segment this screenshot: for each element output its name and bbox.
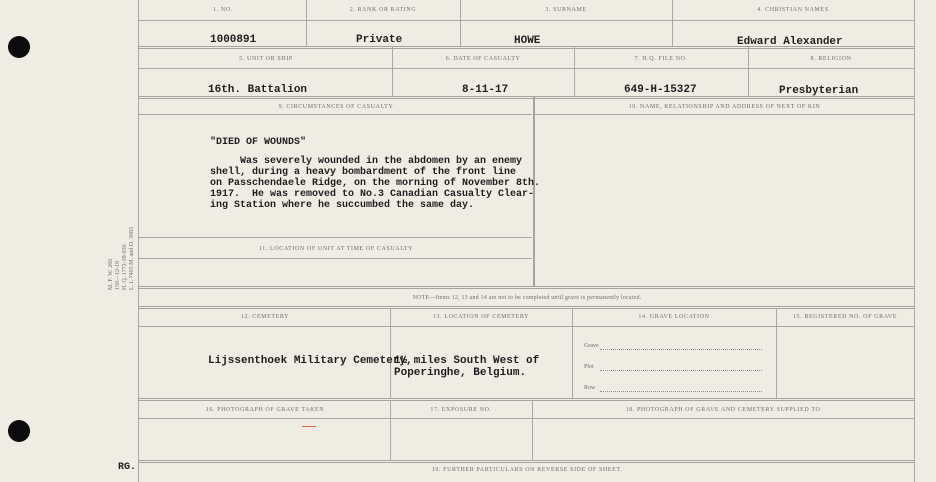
header-circumstances: 9. CIRCUMSTANCES OF CASUALTY [278, 104, 394, 110]
print-code-line-2: 150—12-18 [115, 261, 121, 290]
header-unit: 5. UNIT OR SHIP [239, 56, 293, 62]
location-unit-top-rule [138, 237, 532, 238]
header-further-particulars: 19. FURTHER PARTICULARS ON REVERSE SIDE OF SHEET. [431, 467, 623, 473]
punch-hole-top [8, 36, 30, 58]
header-date: 6. DATE OF CASUALTY [445, 56, 521, 62]
form-print-code [108, 227, 136, 290]
print-code-line-1: M. F. W. 266 [108, 258, 114, 290]
cemetery-div-3 [776, 308, 777, 399]
note-bottom-rule [138, 306, 914, 309]
plot-field-label: Plot [584, 364, 594, 370]
location-cemetery-value: 1½ miles South West of Poperinghe, Belgium. [394, 355, 540, 379]
circumstances-header-rule [138, 114, 532, 115]
header-photo-supplied: 18. PHOTOGRAPH OF GRAVE AND CEMETERY SUPPLIED TO [625, 407, 821, 413]
grave-note: NOTE—Items 12, 13 and 14 are not to be completed until grave is permanently located. [412, 295, 642, 301]
kin-header-rule [535, 114, 914, 115]
service-number: 1000891 [210, 34, 257, 46]
right-border [914, 0, 915, 482]
header-rank: 2. RANK OR RATING [349, 7, 417, 13]
date-value: 8-11-17 [462, 84, 509, 96]
print-code-line-3: H. Q. 1772-39-936 [122, 244, 128, 290]
header-location-cemetery: 13. LOCATION OF CEMETERY [432, 314, 530, 320]
header-file-no: 7. H.Q. FILE NO. [634, 56, 688, 62]
religion-value: Presbyterian [779, 85, 859, 97]
cemetery-bottom-rule [138, 398, 914, 401]
header-cemetery: 12. CEMETERY [240, 314, 290, 320]
header-grave-location: 14. GRAVE LOCATION [638, 314, 710, 320]
punch-hole-bottom [8, 420, 30, 442]
cemetery-header-rule [138, 326, 914, 327]
header-next-of-kin: 10. NAME, RELATIONSHIP AND ADDRESS OF NEXT OF KIN [628, 104, 821, 110]
photo-dash-mark [302, 426, 316, 427]
christian-names-value: Edward Alexander [737, 36, 843, 48]
circumstances-text: Was severely wounded in the abdomen by an enemy shell, during a heavy bombardment of the front line on Passchendaele Ridge, on the morning of November 8th. 1917. He was removed to No.3 Canadian Casualty Clear- ing Station where he succumbed the same day. [210, 156, 541, 211]
plot-field-line [600, 370, 762, 371]
header-exposure-no: 17. EXPOSURE NO. [430, 407, 492, 413]
header-religion: 8. RELIGION [810, 56, 852, 62]
header-christian-names: 4. CHRISTIAN NAMES [757, 7, 829, 13]
surname-value: HOWE [514, 35, 541, 47]
header-registered-no: 15. REGISTERED NO. OF GRAVE [792, 314, 898, 320]
photo-header-rule [138, 418, 914, 419]
note-top-rule [138, 286, 914, 289]
unit-value: 16th. Battalion [208, 84, 308, 96]
row-field-line [600, 391, 762, 392]
photo-bottom-rule [138, 460, 914, 463]
rank-value: Private [356, 34, 403, 46]
grave-field-line [600, 349, 762, 350]
cemetery-div-1 [390, 308, 391, 399]
circumstances-title: "DIED OF WOUNDS" [210, 137, 307, 148]
cemetery-div-2 [572, 308, 573, 399]
cemetery-value: Lijssenthoek Military Cemetery, [208, 355, 413, 367]
corner-code: RG. [118, 462, 137, 473]
row2-div-1 [392, 47, 393, 97]
row1-header-rule [138, 20, 914, 21]
header-photo-taken: 16. PHOTOGRAPH OF GRAVE TAKEN [205, 407, 325, 413]
row2-header-rule [138, 68, 914, 69]
header-surname: 3. SURNAME [545, 7, 587, 13]
row2-div-2 [574, 47, 575, 97]
left-border [138, 0, 139, 482]
row-field-label: Row [584, 385, 596, 391]
grave-field-label: Grave [584, 343, 599, 349]
print-code-line-4: L. I. 7405 M. and D. 3683 [129, 227, 135, 290]
row2-div-3 [748, 47, 749, 97]
header-location-unit: 11. LOCATION OF UNIT AT TIME OF CASUALTY [258, 246, 414, 252]
location-unit-header-rule [138, 258, 532, 259]
header-no: 1. NO. [213, 7, 233, 13]
file-no-value: 649-H-15327 [624, 84, 697, 96]
